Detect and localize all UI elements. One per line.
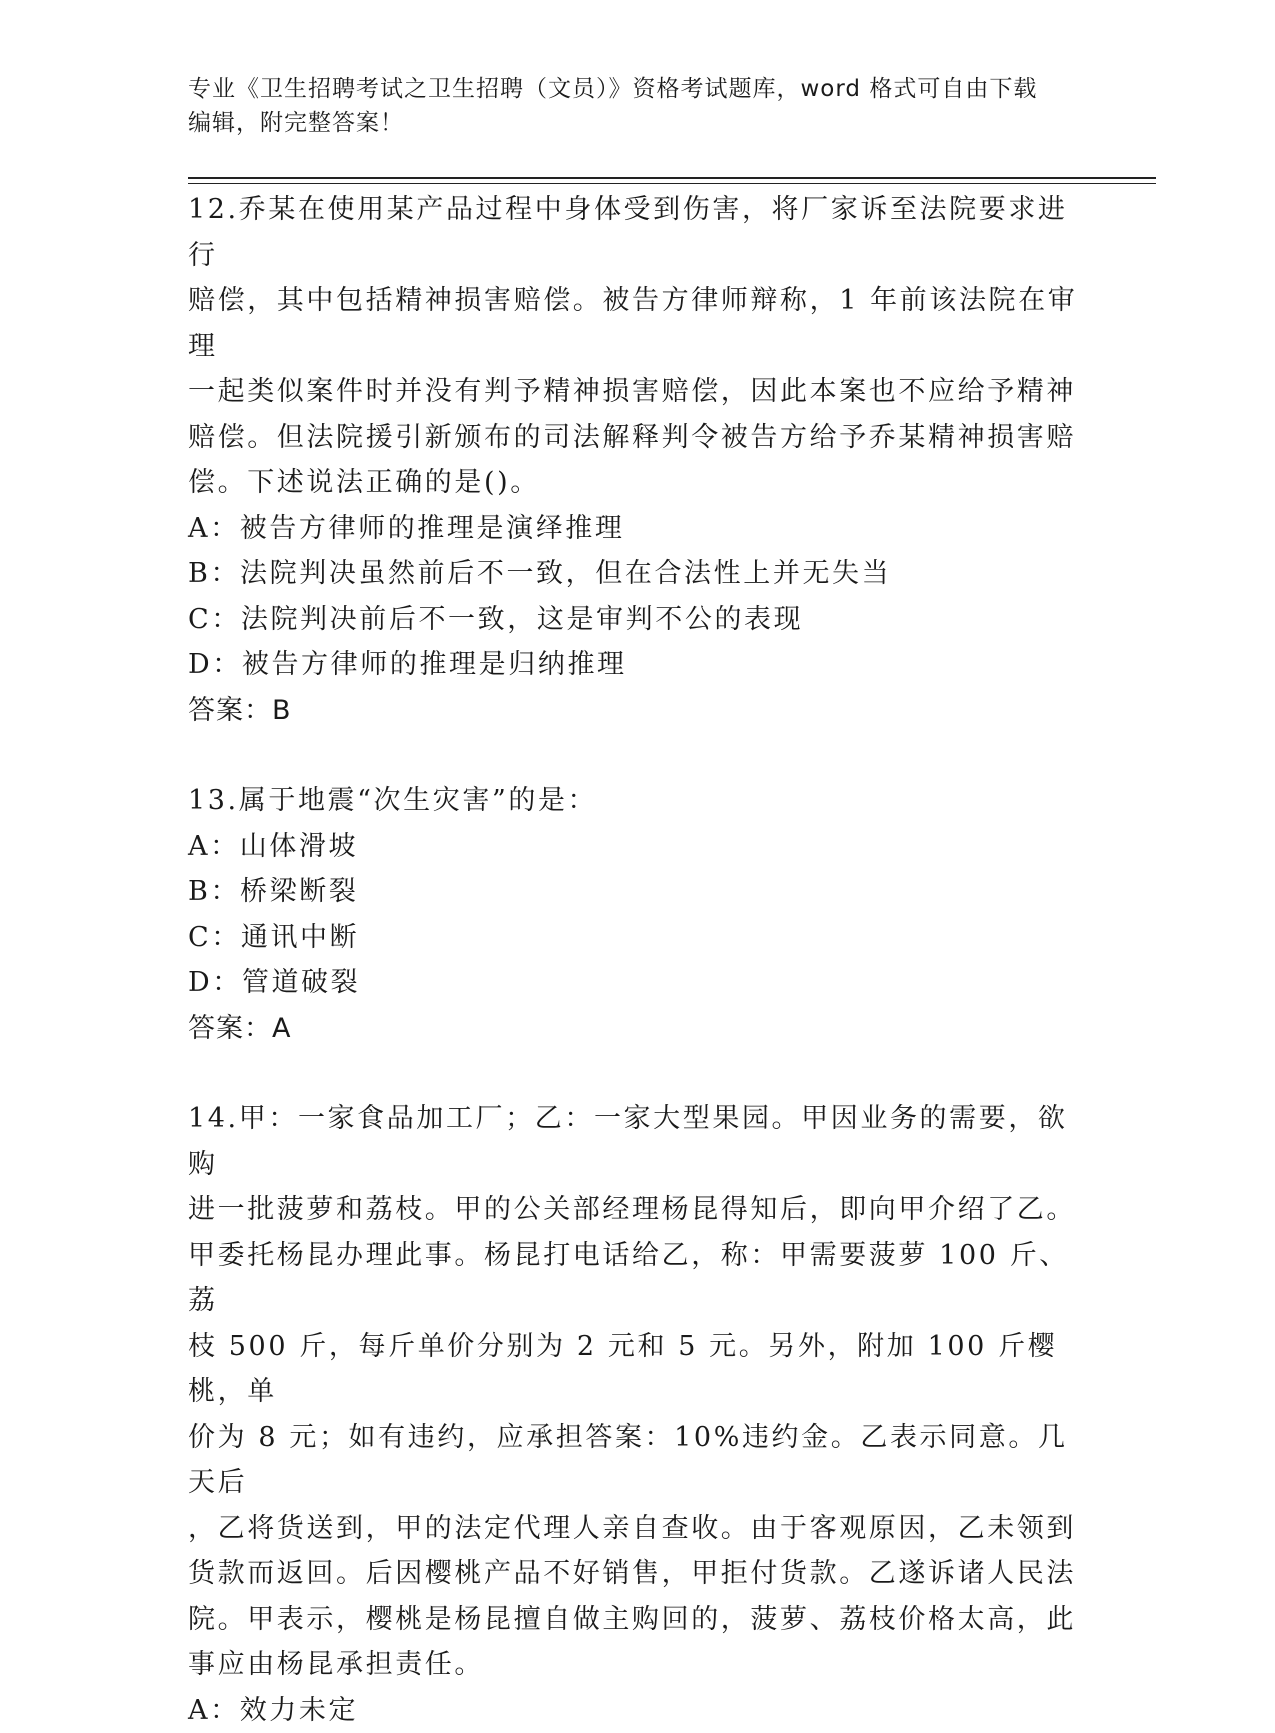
header-rule-thin [188, 183, 1156, 184]
question-text-line: 院。甲表示，樱桃是杨昆擅自做主购回的，菠萝、荔枝价格太高，此 [188, 1597, 1088, 1643]
document-header [188, 72, 1088, 140]
header-line-1: 专业《卫生招聘考试之卫生招聘（文员）》资格考试题库，word 格式可自由下载 [188, 72, 1088, 106]
question-text-line: 赔偿。但法院援引新颁布的司法解释判令被告方给予乔某精神损害赔 [188, 415, 1088, 461]
question-text-line: 14.甲：一家食品加工厂；乙：一家大型果园。甲因业务的需要，欲购 [188, 1096, 1088, 1187]
option-b: B：法院判决虽然前后不一致，但在合法性上并无失当 [188, 551, 1088, 597]
option-b: B：桥梁断裂 [188, 869, 1088, 915]
question-text-line: 货款而返回。后因樱桃产品不好销售，甲拒付货款。乙遂诉诸人民法 [188, 1551, 1088, 1597]
question-text-line: 价为 8 元；如有违约，应承担答案：10%违约金。乙表示同意。几天后 [188, 1415, 1088, 1506]
spacer [188, 1051, 1088, 1096]
option-d: D：管道破裂 [188, 960, 1088, 1006]
question-text-line: 事应由杨昆承担责任。 [188, 1642, 1088, 1688]
answer: 答案：A [188, 1006, 1088, 1052]
question-text-line: 枝 500 斤，每斤单价分别为 2 元和 5 元。另外，附加 100 斤樱桃，单 [188, 1324, 1088, 1415]
question-text-line: 一起类似案件时并没有判予精神损害赔偿，因此本案也不应给予精神 [188, 369, 1088, 415]
option-a: A：效力未定 [188, 1688, 1088, 1733]
header-line-2: 编辑，附完整答案！ [188, 106, 1088, 140]
option-a: A：被告方律师的推理是演绎推理 [188, 506, 1088, 552]
answer: 答案：B [188, 688, 1088, 734]
option-c: C：法院判决前后不一致，这是审判不公的表现 [188, 597, 1088, 643]
question-text-line: 赔偿，其中包括精神损害赔偿。被告方律师辩称，1 年前该法院在审理 [188, 278, 1088, 369]
header-rule-thick [188, 177, 1156, 179]
option-a: A：山体滑坡 [188, 824, 1088, 870]
question-14 [188, 1096, 1088, 1733]
question-text-line: 12.乔某在使用某产品过程中身体受到伤害，将厂家诉至法院要求进行 [188, 187, 1088, 278]
spacer [188, 733, 1088, 778]
question-list [188, 187, 1088, 1733]
question-12 [188, 187, 1088, 733]
question-text-line: 13.属于地震“次生灾害”的是： [188, 778, 1088, 824]
question-text-line: 进一批菠萝和荔枝。甲的公关部经理杨昆得知后，即向甲介绍了乙。 [188, 1187, 1088, 1233]
question-13 [188, 778, 1088, 1051]
question-text-line: 甲委托杨昆办理此事。杨昆打电话给乙，称：甲需要菠萝 100 斤、荔 [188, 1233, 1088, 1324]
question-text-line: 偿。下述说法正确的是()。 [188, 460, 1088, 506]
question-text-line: ，乙将货送到，甲的法定代理人亲自查收。由于客观原因，乙未领到 [188, 1506, 1088, 1552]
option-d: D：被告方律师的推理是归纳推理 [188, 642, 1088, 688]
option-c: C：通讯中断 [188, 915, 1088, 961]
